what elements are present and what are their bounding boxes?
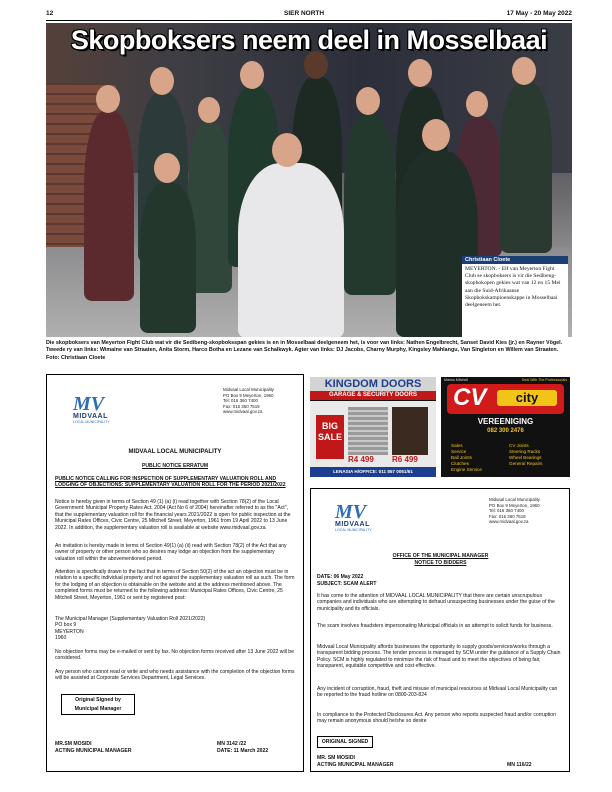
logo-mark: MV xyxy=(73,393,105,415)
service-item: CV Joints xyxy=(509,443,529,448)
postal-line: The Municipal Manager (Supplementary Valuation Roll 2021/2022) xyxy=(55,616,206,622)
midvaal-logo xyxy=(73,395,110,424)
address-line: www.midvaal.gov.za xyxy=(223,409,263,415)
logo-text: MIDVAAL xyxy=(335,521,370,528)
signatory-name: MR.SM MOSIDI xyxy=(55,741,92,747)
notice-paragraph: The scam involves fraudsters impersonating Municipal officials in an attempt to solicit funds for business. xyxy=(317,623,553,629)
kingdom-doors-ad xyxy=(310,377,436,477)
ad-tagline: GARAGE & SECURITY DOORS xyxy=(310,391,436,400)
address-line: Tel: 016 360 7400 xyxy=(489,508,524,514)
signature-line: Original Signed by xyxy=(75,697,121,703)
notice-paragraph: Any person who cannot read or write and who needs assistance with the completion of the objection forms will be assisted at Corporate Services Department, Legal Services. xyxy=(55,669,295,682)
postal-line: PO box 9 xyxy=(55,622,77,629)
valuation-notice xyxy=(46,374,304,772)
boxer-head xyxy=(272,133,302,167)
boxer-head xyxy=(512,57,536,85)
signature-box xyxy=(61,694,135,715)
notice-paragraph: No objection forms may be e-mailed or sent by fax. No objection forms received after 13 June 2022 will be considered. xyxy=(55,649,294,662)
service-item: Engine Service xyxy=(451,467,482,472)
cv-logo-text: CV xyxy=(453,384,487,411)
notice-subheading: PUBLIC NOTICE CALLING FOR INSPECTION OF SUPPLEMENTARY VALUATION ROLL AND LODGING OF OBJECTIONS: SUPPLEMENTARY VALUATION ROLL FOR THE PERIOD 2021/2022 xyxy=(55,476,286,489)
boxer-figure xyxy=(84,111,134,301)
cv-city-ad xyxy=(441,377,570,477)
service-item: Steering Racks xyxy=(509,449,541,454)
notice-paragraph: Notice is hereby given in terms of Section 49 (1) (a) (i) read together with Section 78(2) of the Local Government: Municipal Property Rates Act, 2004 (Act No 6 of 2004) hereinafter referred to as the "Act", that the supplementary valuation roll for the financial years 2021/2022 is open for public inspection at the Municipal Rates Offices, Civic Centre, 25 Mitchell Street, Meyerton, 1961 from 19 April 2022 to 13 June 2022. In addition, the supplementary valuation roll is available at website www.midvaal.gov.za xyxy=(55,499,291,531)
logo-subtext: LOCAL MUNICIPALITY xyxy=(73,420,110,424)
municipal-address xyxy=(223,387,274,415)
address-line: Midvaal Local Municipality xyxy=(223,387,275,392)
security-door-image xyxy=(392,407,428,455)
address-line: www.midvaal.gov.za xyxy=(489,519,529,525)
notice-reference: MN 3142 /22 xyxy=(217,741,247,747)
logo-text: MIDVAAL xyxy=(73,413,108,420)
service-item: Sales xyxy=(451,443,463,448)
municipal-address xyxy=(489,497,540,525)
feature-title: Skopboksers neem deel in Mosselbaai xyxy=(70,25,548,55)
boxer-figure xyxy=(140,183,196,333)
address-line: Fax: 016 360 7519 xyxy=(489,513,526,519)
city-logo-text: city xyxy=(497,390,557,406)
boxer-head xyxy=(198,97,220,123)
page-header xyxy=(46,10,572,20)
ad-town: VEREENIGING xyxy=(477,417,534,426)
ad-footer: LENASIA H/OFFICE: 011 857 0051/61 xyxy=(310,467,436,477)
signature-line: Municipal Manager xyxy=(74,706,122,712)
boxer-head xyxy=(466,91,488,117)
boxer-head xyxy=(422,119,450,151)
service-item: General Repairs xyxy=(509,461,543,466)
service-item: Clutches xyxy=(451,461,469,466)
notice-paragraph: Midvaal Local Municipality affords businesses the opportunity to supply goods/services/works through a transparent bidding process. The tender process is managed by SCM under the guidance of a Supply Chain Policy. SCM is highly regulated to minimize the risk of fraud and to meet the objectives of being fair, transparent, equitable competitive and cost effective. xyxy=(317,644,561,670)
inset-text: MEYERTON. - Elf van Meyerton Fight Club se skopboksers is vir die Sedibeng-skopbokopen gekies wat van 12 en 15 Mei aan die Suid-Afrikaanse Skopbokskampioenskappe in Mosselbaai deelgeneem het. xyxy=(465,266,561,309)
notice-paragraph: An invitation is hereby made in terms of Section 49(1) (a) (ii) read with Section 78(2) of the Act that any owner of property or other person who so desires may lodge an objection from the supplementary valuation roll within the abovementioned period. xyxy=(55,543,287,562)
municipality-name: MIDVAAL LOCAL MUNICIPALITY xyxy=(128,449,222,455)
address-line: Midvaal Local Municipality xyxy=(489,497,541,502)
notice-paragraph: It has come to the attention of MIDVAAL LOCAL MUNICIPALITY that there are certain unscrupulous companies and individuals who are attempting to defraud unsuspecting businesses under the guise of the municipality and its officials. xyxy=(317,593,555,612)
signatory-title: ACTING MUNICIPAL MANAGER xyxy=(55,748,132,754)
postal-address xyxy=(55,616,295,642)
sale-badge: BIG SALE xyxy=(316,415,344,459)
address-line: PO Box 9 Meyerton, 1960 xyxy=(489,502,540,508)
boxer-head xyxy=(96,85,120,113)
boxer-head xyxy=(150,67,174,95)
signatory-title: ACTING MUNICIPAL MANAGER xyxy=(317,762,394,768)
signature-box: ORIGINAL SIGNED xyxy=(317,736,373,748)
service-item: Service xyxy=(451,449,467,454)
ad-owner: Marius Mitchell xyxy=(444,378,468,382)
notice-heading: OFFICE OF THE MUNICIPAL MANAGER xyxy=(392,553,489,559)
notice-paragraph: Attention is specifically drawn to the fact that in terms of Section 50(2) of the act an objection must be in relation to a specific individual property and not against the supplementary valuation roll as such. The form for the lodging of an objection is obtainable on the website and at the address mentioned above. The completed forms must be returned to the following address: Municipal Rates Offices, Civic Centre, 25 Mitchell Street, Meyerton, 1961 or sent by registered post: xyxy=(55,569,295,601)
ad-phone: 082 300 2476 xyxy=(487,428,524,434)
boxer-head xyxy=(356,87,380,115)
notice-subject: SUBJECT: SCAM ALERT xyxy=(317,581,377,587)
feature-photo xyxy=(46,23,572,337)
paper-name: SIER NORTH xyxy=(284,10,325,17)
scam-alert-notice xyxy=(310,488,570,772)
signatory-name: MR. SM MOSIDI xyxy=(317,755,355,761)
header-rule xyxy=(46,20,572,21)
services-right xyxy=(509,443,542,467)
address-line: PO Box 9 Meyerton, 1960 xyxy=(223,392,274,398)
notice-paragraph: Any incident of corruption, fraud, theft and misuse of municipal resources at Midvaal Local Municipality can be reported to the fraud hotline on 0800-203-824 xyxy=(317,686,558,699)
price-1: R4 499 xyxy=(348,455,374,464)
ad-brand: KINGDOM DOORS xyxy=(310,377,436,391)
service-item: Ball Joints xyxy=(451,455,472,460)
boxer-figure xyxy=(344,115,396,295)
boxer-figure xyxy=(500,83,552,253)
photo-caption: Die skopboksers van Meyerton Fight Club wat vir die Sedibeng-skopboksspan gekies is en in Mosselbaai deelgeneem het, is voor van links: Nathen Engelbrecht, Sanset David Kies (jr.) en Rayner Vögel. Tweede ry van links: Wimaine van Straaten, Anita Storm, Harco Botha en Lezane van Schalkwyk. Agter van links: DJ Jacobs, Charny Murphy, Kingsley Mahlangu, Van Singleton en Willem van Straaten. Foto: Christiaan Cloete xyxy=(46,340,563,361)
notice-reference: MN 116/22 xyxy=(507,762,532,768)
midvaal-logo xyxy=(335,503,372,532)
services-left xyxy=(451,443,482,473)
postal-line: MEYERTON xyxy=(55,628,84,635)
notice-date: DATE: 06 May 2022 xyxy=(317,574,364,580)
postal-line: 1960 xyxy=(55,635,67,642)
price-2: R6 499 xyxy=(392,455,418,464)
boxer-head xyxy=(408,59,432,87)
page-number: 12 xyxy=(46,10,54,17)
logo-mark: MV xyxy=(335,501,367,523)
notice-date: DATE: 11 March 2022 xyxy=(217,748,269,754)
boxer-head xyxy=(154,153,180,183)
ad-tagline: Deal With The Professionals xyxy=(521,378,567,382)
photo-inset-box xyxy=(462,256,568,337)
boxer-head xyxy=(240,61,264,89)
address-line: Tel: 016 360 7400 xyxy=(223,398,258,404)
notice-heading: PUBLIC NOTICE ERRATUM xyxy=(141,463,209,469)
logo-subtext: LOCAL MUNICIPALITY xyxy=(335,528,372,532)
ad-body xyxy=(310,401,436,467)
garage-door-image xyxy=(348,407,388,455)
notice-subheading: NOTICE TO BIDDERS xyxy=(414,560,467,566)
service-item: Wheel Bearings xyxy=(509,455,542,460)
issue-date: 17 May - 20 May 2022 xyxy=(506,10,572,17)
boxer-figure xyxy=(238,163,344,337)
notice-paragraph: In compliance to the Protected Disclosures Act. Any person who reports suspected fraud and/or corruption may remain anonymous should he/she so desire xyxy=(317,712,556,725)
address-line: Fax: 016 360 7519 xyxy=(223,403,260,409)
photo-credit: Christiaan Cloete xyxy=(462,256,568,264)
